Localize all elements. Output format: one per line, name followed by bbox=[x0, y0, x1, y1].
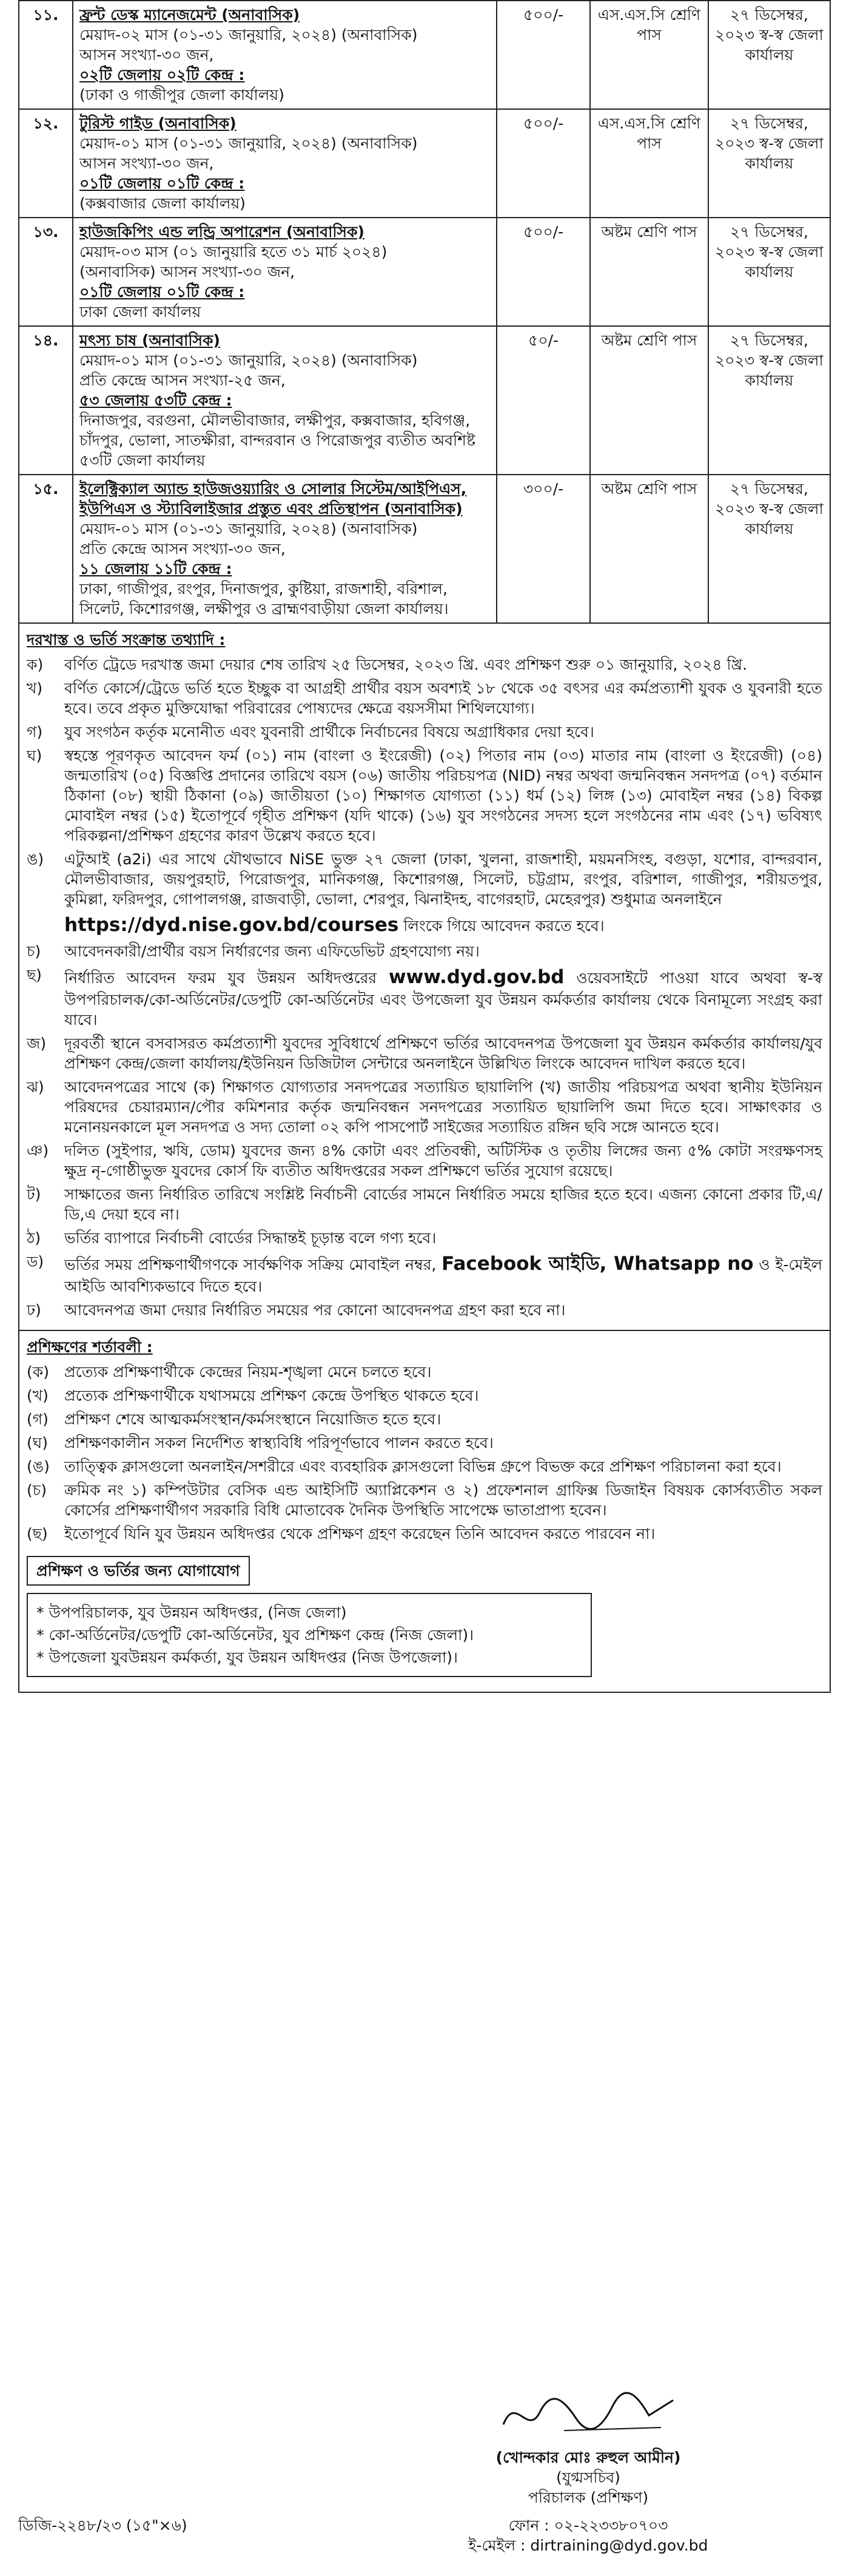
course-detail: (অনাবাসিক) আসন সংখ্যা-৩০ জন, bbox=[79, 263, 295, 281]
item-link[interactable]: https://dyd.nise.gov.bd/courses bbox=[64, 914, 399, 936]
course-detail: আসন সংখ্যা-৩০ জন, bbox=[79, 46, 214, 64]
item-text: নির্ধারিত আবেদন ফরম যুব উন্নয়ন অধিদপ্তরের bbox=[64, 969, 377, 987]
course-row bbox=[19, 1, 830, 109]
course-fee: ৩০০/- bbox=[497, 475, 590, 623]
course-detail: মেয়াদ-০১ মাস (০১-৩১ জানুয়ারি, ২০২৪) (অনাবাসিক) bbox=[79, 520, 418, 538]
item-label: (গ) bbox=[27, 1410, 49, 1428]
course-details-cell bbox=[73, 326, 497, 475]
item-label: ঙ) bbox=[27, 850, 44, 868]
item-label: ট) bbox=[27, 1185, 41, 1203]
phone-number: ফোন : ০২-২২৩৩৮০৭০৩ bbox=[508, 2517, 668, 2534]
contact-line: * উপজেলা যুবউন্নয়ন কর্মকর্তা, যুব উন্নয়ন অধিদপ্তর (নিজ উপজেলা)। bbox=[36, 1648, 458, 1666]
item-text: সাক্ষাতের জন্য নির্ধারিত তারিখে সংশ্লিষ্ট নির্বাচনী বোর্ডের সামনে নির্ধারিত সময়ে হাজির হতে হবে। এজন্য কোনো প্রকার টি,এ/ডি,এ দেয়া হবে না। bbox=[64, 1185, 822, 1223]
item-text: প্রত্যেক প্রশিক্ষণার্থীকে যথাসময়ে প্রশিক্ষণ কেন্দ্রে উপস্থিত থাকতে হবে। bbox=[64, 1386, 479, 1404]
email-address: ই-মেইল : dirtraining@dyd.gov.bd bbox=[468, 2537, 708, 2554]
item-text: যুব সংগঠন কর্তৃক মনোনীত এবং যুবনারী প্রার্থীকে নির্বাচনের বিষয়ে অগ্রাধিকার দেয়া হবে। bbox=[64, 723, 594, 741]
condition-item bbox=[27, 1362, 822, 1382]
admission-item bbox=[27, 678, 822, 718]
condition-item bbox=[27, 1457, 822, 1477]
course-deadline: ২৭ ডিসেম্বর, ২০২৩ স্ব-স্ব জেলা কার্যালয় bbox=[708, 1, 830, 109]
item-label: ক) bbox=[27, 656, 44, 673]
course-title: মৎস্য চাষ (অনাবাসিক) bbox=[79, 332, 220, 349]
item-label: (ঘ) bbox=[27, 1433, 48, 1452]
item-text: ক্রমিক নং ১) কম্পিউটার বেসিক এন্ড আইসিটি অ্যাপ্লিকেশন ও ২) প্রফেশনাল গ্রাফিক্স ডিজাইন বিষয়ক কোর্সব্যতীত সকল কোর্সের প্রশিক্ষণার্থীগণ সরকারি বিধি মোতাবেক দৈনিক উপস্থিতি সাপেক্ষে ভাতাপ্রাপ্য হবেন। bbox=[64, 1481, 822, 1519]
contact-info bbox=[418, 2515, 758, 2555]
item-text: ইতোপূর্বে যিনি যুব উন্নয়ন অধিদপ্তর থেকে প্রশিক্ষণ গ্রহণ করেছেন তিনি আবেদন করতে পারবেন না। bbox=[64, 1524, 656, 1543]
course-deadline: ২৭ ডিসেম্বর, ২০২৩ স্ব-স্ব জেলা কার্যালয় bbox=[708, 109, 830, 218]
item-text: দূরবর্তী স্থানে বসবাসরত কর্মপ্রত্যাশী যুবদের সুবিধার্থে প্রশিক্ষণে ভর্তির আবেদনপত্র উপজেলা যুব উন্নয়ন কর্মকর্তার কার্যালয়/যুব প্রশিক্ষণ কেন্দ্র/জেলা কার্যালয়/ইউনিয়ন ডিজিটাল সেন্টারে অনলাইনে উল্লিখিত লিংকে আবেদন দাখিল করতে হবে। bbox=[64, 1034, 822, 1072]
course-fee: ৫০/- bbox=[497, 326, 590, 475]
course-number: ১১. bbox=[19, 1, 73, 109]
course-qualification: অষ্টম শ্রেণি পাস bbox=[590, 218, 708, 326]
notice-code: ডিজি-২২৪৮/২৩ (১৫"×৬) bbox=[18, 2517, 187, 2534]
course-number: ১২. bbox=[19, 109, 73, 218]
signatory-name: (খোন্দকার মোঃ রুহুল আমীন) bbox=[495, 2449, 681, 2466]
course-center-head: ১১ জেলায় ১১টি কেন্দ্র : bbox=[79, 560, 232, 578]
admission-item bbox=[27, 722, 822, 742]
admission-item bbox=[27, 1228, 822, 1248]
item-label: ড) bbox=[27, 1252, 44, 1270]
course-centers: (কক্সবাজার জেলা কার্যালয়) bbox=[79, 195, 246, 212]
signature-block bbox=[418, 2382, 758, 2508]
course-details-cell bbox=[73, 475, 497, 623]
course-deadline: ২৭ ডিসেম্বর, ২০২৩ স্ব-স্ব জেলা কার্যালয় bbox=[708, 326, 830, 475]
contact-line: * উপপরিচালক, যুব উন্নয়ন অধিদপ্তর, (নিজ জেলা) bbox=[36, 1603, 347, 1621]
item-text: বর্ণিত কোর্সে/ট্রেডে ভর্তি হতে ইচ্ছুক বা আগ্রহী প্রার্থীর বয়স অবশ্যই ১৮ থেকে ৩৫ বৎসর এর কর্মপ্রত্যাশী যুবক ও যুবনারী হতে হবে। তবে প্রকৃত মুক্তিযোদ্ধা পরিবারের পোষ্যদের ক্ষেত্রে বয়সসীমা শিথিলযোগ্য। bbox=[64, 679, 822, 717]
item-label: (চ) bbox=[27, 1481, 47, 1499]
course-title: ইলেক্ট্রিক্যাল অ্যান্ড হাউজওয়্যারিং ও সোলার সিস্টেম/আইপিএস, ইউপিএস ও স্ট্যাবিলাইজার প্রস্তুত এবং প্রতিস্থাপন (অনাবাসিক) bbox=[79, 480, 467, 518]
admission-item bbox=[27, 1141, 822, 1181]
course-fee: ৫০০/- bbox=[497, 109, 590, 218]
course-centers: দিনাজপুর, বরগুনা, মৌলভীবাজার, লক্ষীপুর, কক্সবাজার, হবিগঞ্জ, চাঁদপুর, ভোলা, সাতক্ষীরা, বান্দরবান ও পিরোজপুর ব্যতীত অবশিষ্ট ৫৩টি জেলা কার্যালয় bbox=[79, 412, 475, 469]
item-text: প্রশিক্ষণ শেষে আত্মকর্মসংস্থান/কর্মসংস্থানে নিয়োজিত হতে হবে। bbox=[64, 1410, 441, 1428]
course-details-cell bbox=[73, 218, 497, 326]
condition-item bbox=[27, 1409, 822, 1429]
course-qualification: অষ্টম শ্রেণি পাস bbox=[590, 326, 708, 475]
course-qualification: এস.এস.সি শ্রেণি পাস bbox=[590, 1, 708, 109]
item-text: ও ই-মেইল আইডি আবশ্যিকভাবে দিতে হবে। bbox=[64, 1255, 822, 1295]
course-row bbox=[19, 109, 830, 218]
item-link[interactable]: www.dyd.gov.bd bbox=[389, 966, 565, 988]
course-number: ১৪. bbox=[19, 326, 73, 475]
item-label: (খ) bbox=[27, 1386, 49, 1404]
course-center-head: ৫৩ জেলায় ৫৩টি কেন্দ্র : bbox=[79, 392, 232, 409]
item-label: ঞ) bbox=[27, 1141, 49, 1160]
item-text: এটুআই (a2i) এর সাথে যৌথভাবে NiSE ভুক্ত ২৭ জেলা (ঢাকা, খুলনা, রাজশাহী, ময়মনসিংহ, বগুড়া, যশোর, বান্দরবান, মৌলভীবাজার, জয়পুরহাট, পিরোজপুর, মানিকগঞ্জ, কিশোরগঞ্জ, সিলেট, চট্টগ্রাম, রংপুর, বরিশাল, গাজীপুর, শরীয়তপুর, কুমিল্লা, ফরিদপুর, গোপালগঞ্জ, রাজবাড়ী, ভোলা, শেরপুর, ঝিনাইদহ, বাগেরহাট, মেহেরপুর) শুধুমাত্র অনলাইনে bbox=[64, 850, 822, 908]
item-text: স্বহস্তে পূরণকৃত আবেদন ফর্ম (০১) নাম (বাংলা ও ইংরেজী) (০২) পিতার নাম (০৩) মাতার নাম (বাংলা ও ইংরেজী) (০৪) জন্মতারিখ (০৫) বিজ্ঞপ্তি প্রদানের তারিখে বয়স (০৬) জাতীয় পরিচয়পত্র (NID) নম্বর অথবা জন্মনিবন্ধন সনদপত্র (০৭) বর্তমান ঠিকানা (০৮) স্থায়ী ঠিকানা (০৯) জাতীয়তা (১০) শিক্ষাগত যোগ্যতা (১১) ধর্ম (১২) লিঙ্গ (১৩) মোবাইল নম্বর (১৪) বিকল্প মোবাইল নম্বর (১৫) ইতোপূর্বে গৃহীত প্রশিক্ষণ (যদি থাকে) (১৬) যুব সংগঠনের সদস্য হলে সংগঠনের নাম এবং (১৭) ভবিষ্যৎ পরিকল্পনা/প্রশিক্ষণ গ্রহণের কারণ উল্লেখ করতে হবে। bbox=[64, 747, 822, 844]
admission-item bbox=[27, 965, 822, 1030]
item-text: দলিত (সুইপার, ঋষি, ডোম) যুবদের জন্য ৪% কোটা এবং প্রতিবন্ধী, অটিস্টিক ও তৃতীয় লিঙ্গের জন্য ৫% কোটা সংরক্ষণসহ ক্ষুদ্র নৃ-গোষ্ঠীভুক্ত যুবদের কোর্স ফি ব্যতীত অধিদপ্তরের সকল প্রশিক্ষণে ভর্তির সুযোগ রয়েছে। bbox=[64, 1141, 822, 1180]
item-label: ঢ) bbox=[27, 1301, 41, 1319]
course-fee: ৫০০/- bbox=[497, 218, 590, 326]
item-link[interactable]: Facebook আইডি, Whatsapp no bbox=[441, 1252, 754, 1275]
course-fee: ৫০০/- bbox=[497, 1, 590, 109]
admission-item bbox=[27, 1077, 822, 1137]
item-text: প্রত্যেক প্রশিক্ষণার্থীকে কেন্দ্রের নিয়ম-শৃঙ্খলা মেনে চলতে হবে। bbox=[64, 1363, 432, 1381]
course-centers: (ঢাকা ও গাজীপুর জেলা কার্যালয়) bbox=[79, 86, 284, 104]
course-deadline: ২৭ ডিসেম্বর, ২০২৩ স্ব-স্ব জেলা কার্যালয় bbox=[708, 475, 830, 623]
course-number: ১৫. bbox=[19, 475, 73, 623]
condition-item bbox=[27, 1524, 822, 1544]
signature-image bbox=[491, 2382, 685, 2443]
contact-title: প্রশিক্ষণ ও ভর্তির জন্য যোগাযোগ bbox=[27, 1556, 250, 1586]
course-detail: মেয়াদ-০২ মাস (০১-৩১ জানুয়ারি, ২০২৪) (অনাবাসিক) bbox=[79, 26, 418, 44]
conditions-section bbox=[18, 1331, 831, 1693]
course-title: হাউজকিপিং এন্ড লন্ড্রি অপারেশন (অনাবাসিক) bbox=[79, 223, 364, 241]
course-details-cell bbox=[73, 1, 497, 109]
course-deadline: ২৭ ডিসেম্বর, ২০২৩ স্ব-স্ব জেলা কার্যালয় bbox=[708, 218, 830, 326]
course-center-head: ০১টি জেলায় ০১টি কেন্দ্র : bbox=[79, 175, 245, 192]
item-text: প্রশিক্ষণকালীন সকল নির্দেশিত স্বাস্থ্যবিধি পরিপূর্ণভাবে পালন করতে হবে। bbox=[64, 1433, 494, 1452]
item-label: ছ) bbox=[27, 966, 42, 984]
course-centers: ঢাকা জেলা কার্যালয় bbox=[79, 303, 201, 321]
admission-item bbox=[27, 746, 822, 846]
course-title: ফ্রন্ট ডেস্ক ম্যানেজমেন্ট (অনাবাসিক) bbox=[79, 6, 300, 24]
course-row bbox=[19, 218, 830, 326]
admission-item bbox=[27, 913, 822, 938]
admission-item bbox=[27, 655, 822, 675]
course-detail: মেয়াদ-০১ মাস (০১-৩১ জানুয়ারি, ২০২৪) (অনাবাসিক) bbox=[79, 352, 418, 369]
signatory-designation: (যুগ্মসচিব) bbox=[556, 2469, 620, 2486]
item-text: আবেদনপত্রের সাথে (ক) শিক্ষাগত যোগ্যতার সনদপত্রের সত্যায়িত ছায়ালিপি (খ) জাতীয় পরিচয়পত্র অথবা স্থানীয় ইউনিয়ন পরিষদের চেয়ারম্যান/পৌর কমিশনার কর্তৃক জন্মনিবন্ধন সনদপত্রের সত্যায়িত ছায়ালিপি জমা দিতে হবে। সাক্ষাৎকার ও মনোনয়নকালে মূল সনদপত্র ও সদ্য তোলা ০২ কপি পাসপোর্ট সাইজের সত্যায়িত রঙ্গিন ছবি সঙ্গে আনতে হবে। bbox=[64, 1078, 822, 1136]
admission-item bbox=[27, 1033, 822, 1073]
course-detail: মেয়াদ-০৩ মাস (০১ জানুয়ারি হতে ৩১ মার্চ ২০২৪) bbox=[79, 243, 388, 261]
course-detail: আসন সংখ্যা-৩০ জন, bbox=[79, 155, 214, 172]
course-detail: প্রতি কেন্দ্রে আসন সংখ্যা-৩০ জন, bbox=[79, 540, 286, 558]
item-text: ওয়েবসাইটে পাওয়া যাবে অথবা স্ব-স্ব উপপরিচালক/কো-অর্ডিনেটর/ডেপুটি কো-অর্ডিনেটর এবং উপজেলা যুব উন্নয়ন কর্মকর্তার কার্যালয় থেকে বিনামূল্যে সংগ্রহ করা যাবে। bbox=[64, 969, 822, 1029]
item-text: আবেদনপত্র জমা দেয়ার নির্ধারিত সময়ের পর কোনো আবেদনপত্র গ্রহণ করা হবে না। bbox=[64, 1301, 566, 1319]
item-label: (ছ) bbox=[27, 1524, 48, 1543]
course-qualification: এস.এস.সি শ্রেণি পাস bbox=[590, 109, 708, 218]
admission-section bbox=[18, 624, 831, 1331]
course-row bbox=[19, 475, 830, 623]
condition-item bbox=[27, 1480, 822, 1520]
course-detail: মেয়াদ-০১ মাস (০১-৩১ জানুয়ারি, ২০২৪) (অনাবাসিক) bbox=[79, 135, 418, 152]
admission-item bbox=[27, 849, 822, 909]
item-text: আবেদনকারী/প্রার্থীর বয়স নির্ধারণের জন্য এফিডেভিট গ্রহণযোগ্য নয়। bbox=[64, 942, 480, 960]
admission-item bbox=[27, 1252, 822, 1296]
course-centers: ঢাকা, গাজীপুর, রংপুর, দিনাজপুর, কুষ্টিয়া, রাজশাহী, বরিশাল, সিলেট, কিশোরগঞ্জ, লক্ষীপুর ও ব্রাহ্মণবাড়ীয়া জেলা কার্যালয়। bbox=[79, 580, 449, 618]
admission-item bbox=[27, 1300, 822, 1320]
condition-item bbox=[27, 1386, 822, 1406]
course-number: ১৩. bbox=[19, 218, 73, 326]
condition-item bbox=[27, 1433, 822, 1453]
signatory-role: পরিচালক (প্রশিক্ষণ) bbox=[528, 2489, 649, 2506]
admission-item bbox=[27, 941, 822, 961]
course-center-head: ০২টি জেলায় ০২টি কেন্দ্র : bbox=[79, 66, 245, 84]
course-table bbox=[18, 0, 831, 624]
item-label: খ) bbox=[27, 679, 43, 697]
conditions-title: প্রশিক্ষণের শর্তাবলী : bbox=[27, 1338, 153, 1356]
course-detail: প্রতি কেন্দ্রে আসন সংখ্যা-২৫ জন, bbox=[79, 372, 286, 389]
item-label: (ঙ) bbox=[27, 1457, 50, 1475]
item-label bbox=[27, 913, 64, 938]
course-row bbox=[19, 326, 830, 475]
contact-line: * কো-অর্ডিনেটর/ডেপুটি কো-অর্ডিনেটর, যুব প্রশিক্ষণ কেন্দ্র (নিজ জেলা)। bbox=[36, 1626, 474, 1644]
item-label: জ) bbox=[27, 1034, 47, 1052]
course-qualification: অষ্টম শ্রেণি পাস bbox=[590, 475, 708, 623]
item-label: ঝ) bbox=[27, 1078, 44, 1096]
item-text: ভর্তির সময় প্রশিক্ষণার্থীগণকে সার্বক্ষণিক সক্রিয় মোবাইল নম্বর, bbox=[64, 1255, 437, 1273]
item-text: বর্ণিত ট্রেডে দরখাস্ত জমা দেয়ার শেষ তারিখ ২৫ ডিসেম্বর, ২০২৩ খ্রি. এবং প্রশিক্ষণ শুরু ০১ জানুয়ারি, ২০২৪ খ্রি. bbox=[64, 656, 748, 673]
item-label: ঘ) bbox=[27, 747, 42, 764]
item-text: তাত্ত্বিক ক্লাসগুলো অনলাইন/সশরীরে এবং ব্যবহারিক ক্লাসগুলো বিভিন্ন গ্রুপে বিভক্ত করে প্রশিক্ষণ পরিচালনা করা হবে। bbox=[64, 1457, 782, 1475]
item-text: ভর্তির ব্যাপারে নির্বাচনী বোর্ডের সিদ্ধান্তই চূড়ান্ত বলে গণ্য হবে। bbox=[64, 1229, 437, 1247]
contact-box bbox=[27, 1593, 592, 1677]
item-label: (ক) bbox=[27, 1363, 49, 1381]
item-label: ঠ) bbox=[27, 1229, 41, 1247]
item-label: চ) bbox=[27, 942, 41, 960]
course-title: টুরিস্ট গাইড (অনাবাসিক) bbox=[79, 115, 237, 132]
course-details-cell bbox=[73, 109, 497, 218]
admission-title: দরখাস্ত ও ভর্তি সংক্রান্ত তথ্যাদি : bbox=[27, 631, 226, 649]
admission-item bbox=[27, 1184, 822, 1224]
course-center-head: ০১টি জেলায় ০১টি কেন্দ্র : bbox=[79, 283, 245, 301]
item-text: লিংকে গিয়ে আবেদন করতে হবে। bbox=[403, 917, 605, 935]
item-label: গ) bbox=[27, 723, 43, 741]
